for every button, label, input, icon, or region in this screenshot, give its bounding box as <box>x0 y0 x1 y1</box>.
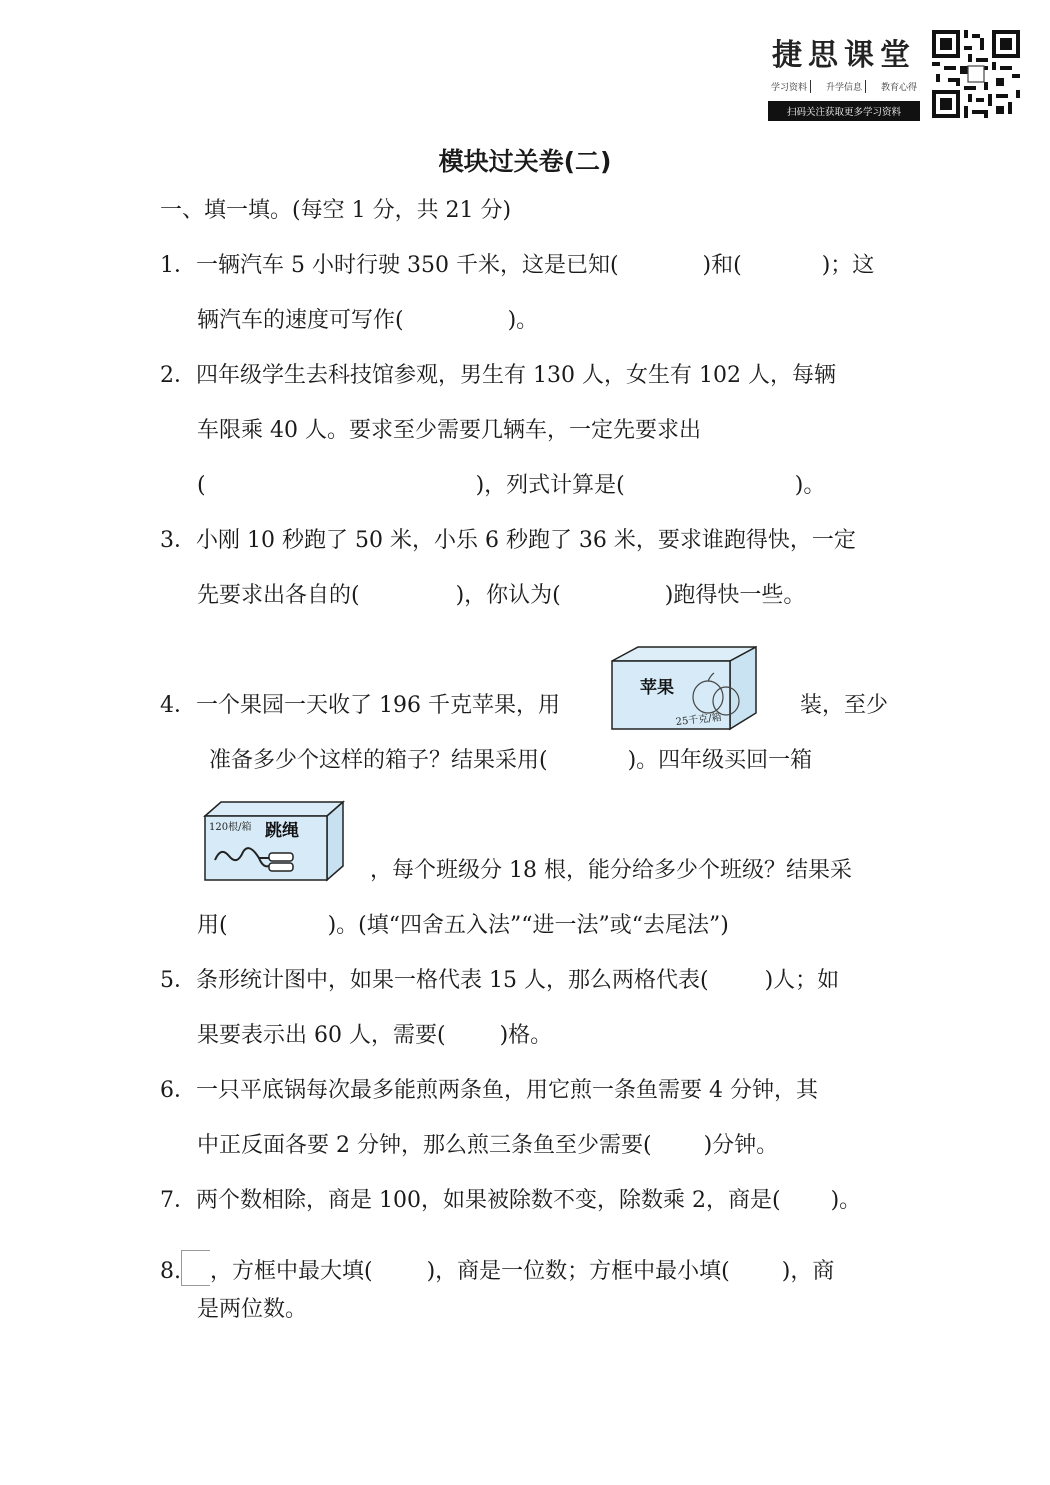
q2-text: ( <box>197 473 206 498</box>
question-4-line-1b: 装，至少 <box>800 693 889 718</box>
q3-text: )跑得快一些。 <box>664 583 806 608</box>
question-3-line-2 <box>197 581 805 611</box>
q8-text: 8. <box>160 1259 181 1284</box>
q5-text: )人；如 <box>764 968 840 993</box>
q5-text: )格。 <box>499 1023 553 1048</box>
question-6-line-1: 6．一只平底锅每次最多能煎两条鱼，用它煎一条鱼需要 4 分钟，其 <box>160 1078 818 1103</box>
apple-box-label: 苹果 <box>640 678 674 698</box>
q1-text: )。 <box>507 308 539 333</box>
q2-text: )。 <box>794 473 826 498</box>
q4-text: 准备多少个这样的箱子？结果采用( <box>209 748 548 773</box>
q3-text: 先要求出各自的( <box>197 583 360 608</box>
q7-text: 7．两个数相除，商是 100，如果被除数不变，除数乘 2，商是( <box>160 1188 781 1213</box>
rope-box-label: 跳绳 <box>265 821 299 841</box>
brand-tag: 学习资料 <box>768 80 811 93</box>
q1-text: )和( <box>702 253 742 278</box>
q5-text: 5．条形统计图中，如果一格代表 15 人，那么两格代表( <box>160 968 709 993</box>
question-1-line-2 <box>197 306 538 336</box>
question-4-line-4 <box>197 911 729 941</box>
question-5-line-2 <box>197 1021 552 1051</box>
brand-tag: 升学信息 <box>823 80 866 93</box>
division-box-icon <box>181 1250 210 1286</box>
question-2-line-2: 车限乘 40 人。要求至少需要几辆车，一定先要求出 <box>197 418 701 443</box>
question-5-line-1 <box>160 966 839 996</box>
q3-text: )，你认为( <box>455 583 561 608</box>
apple-box-note: 25千克/箱 <box>675 712 723 728</box>
rope-box-note: 120根/箱 <box>209 822 252 833</box>
apple-box-illustration <box>608 645 760 733</box>
page-title: 模块过关卷(二) <box>438 147 612 176</box>
q4-text: 用( <box>197 913 228 938</box>
question-8-line-2: 是两位数。 <box>197 1297 308 1322</box>
brand-tags <box>768 80 920 93</box>
q8-text: ，方框中最大填( <box>210 1259 373 1284</box>
q1-text: 1．一辆汽车 5 小时行驶 350 千米，这是已知( <box>160 253 619 278</box>
question-1-line-1 <box>160 251 874 281</box>
question-8-line-1 <box>160 1250 834 1287</box>
q7-text: )。 <box>830 1188 862 1213</box>
q2-text: )，列式计算是( <box>475 473 625 498</box>
jump-rope-box-illustration <box>203 800 345 882</box>
question-4-line-2 <box>209 746 812 776</box>
brand-bar: 扫码关注获取更多学习资料 <box>768 101 920 121</box>
brand-block <box>768 30 920 121</box>
section-heading: 一、填一填。(每空 1 分，共 21 分) <box>160 198 512 223</box>
question-4-line-1a: 4．一个果园一天收了 196 千克苹果，用 <box>160 693 560 718</box>
q4-text: )。四年级买回一箱 <box>627 748 813 773</box>
qr-code-icon[interactable] <box>932 30 1020 118</box>
q5-text: 果要表示出 60 人，需要( <box>197 1023 446 1048</box>
q6-text: )分钟。 <box>703 1133 779 1158</box>
q6-text: 中正反面各要 2 分钟，那么煎三条鱼至少需要( <box>197 1133 652 1158</box>
q8-text: )，商 <box>781 1259 835 1284</box>
question-6-line-2 <box>197 1131 778 1161</box>
q1-text: )；这 <box>821 253 875 278</box>
question-7-line-1 <box>160 1186 861 1216</box>
brand-name: 捷思课堂 <box>772 38 916 73</box>
q1-text: 辆汽车的速度可写作( <box>197 308 404 333</box>
question-3-line-1: 3．小刚 10 秒跑了 50 米，小乐 6 秒跑了 36 米，要求谁跑得快，一定 <box>160 528 856 553</box>
q8-text: )，商是一位数；方框中最小填( <box>426 1259 730 1284</box>
question-4-line-3: ，每个班级分 18 根，能分给多少个班级？结果采 <box>370 858 852 883</box>
brand-tag: 教育心得 <box>880 83 917 93</box>
question-2-line-1: 2．四年级学生去科技馆参观，男生有 130 人，女生有 102 人，每辆 <box>160 363 836 388</box>
question-2-line-3 <box>197 471 825 501</box>
q4-text: )。(填“四舍五入法”“进一法”或“去尾法”) <box>327 913 729 938</box>
